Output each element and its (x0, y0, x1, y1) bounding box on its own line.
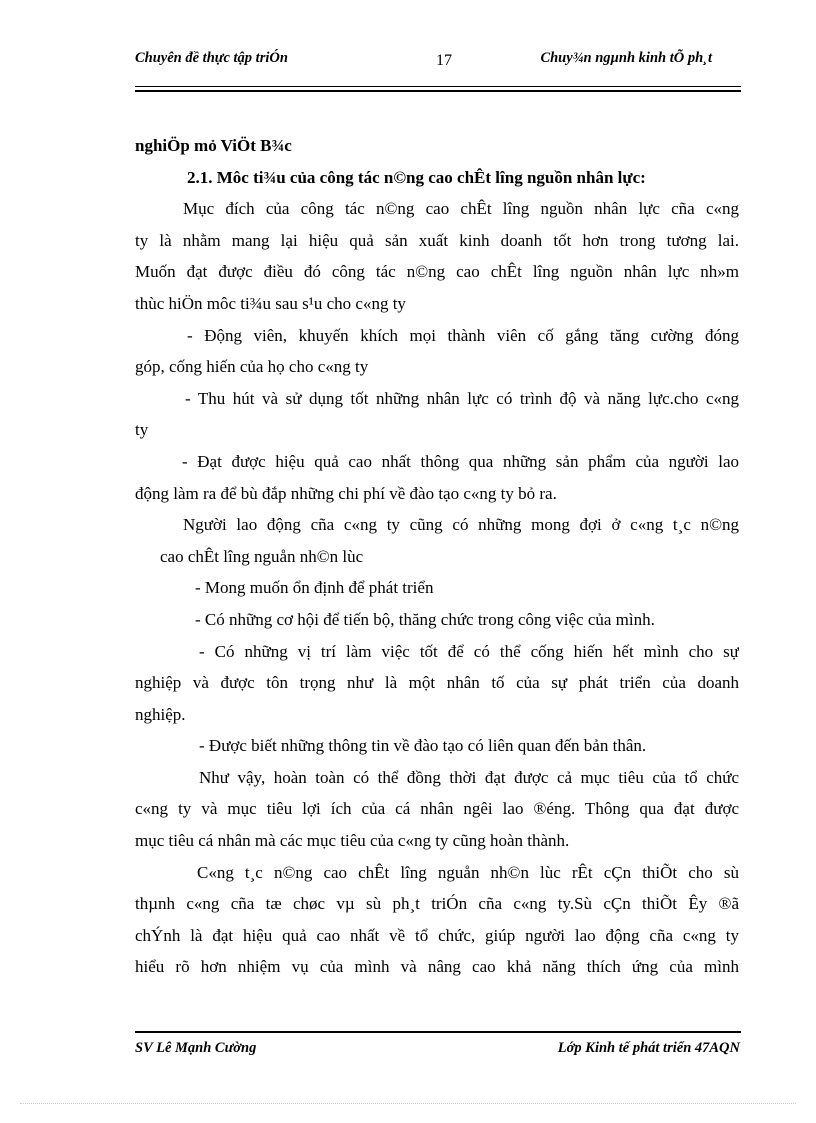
body-line: mục tiêu cá nhân mà các mục tiêu của c«ng ty cũng hoàn thành. (135, 831, 570, 851)
list-item: - Có những vị trí làm việc tốt để có thể cống hiến hết mình cho sự (199, 641, 739, 661)
body-line: động làm ra để bù đắp những chi phí về đào tạo c«ng ty bỏ ra. (135, 483, 557, 503)
header-rule-thick (135, 90, 741, 92)
body-line: nghiÖp mỏ ViÖt B¾c (135, 136, 292, 155)
body-line: C«ng t¸c n©ng cao chÊt lîng nguån nh©n lùc rÊt cÇn thiÕt cho sù (197, 862, 739, 882)
body-line: hiểu rõ hơn nhiệm vụ của mình và nâng cao khả năng thích ứng của mình (135, 957, 739, 977)
header-right: Chuy¾n ngµnh kinh tÕ ph¸t (540, 50, 712, 66)
body-line: thµnh c«ng cña tæ chøc vµ sù ph¸t triÓn cña c«ng ty.Sù cÇn thiÕt Êy ®ã (135, 894, 739, 914)
list-item: - Được biết những thông tin về đào tạo có liên quan đến bản thân. (199, 736, 647, 756)
body-line: nghiệp. (135, 704, 186, 724)
list-item: - Động viên, khuyến khích mọi thành viên cố gắng tăng cường đóng (187, 325, 739, 345)
list-item: - Có những cơ hội để tiến bộ, thăng chức trong công việc của mình. (195, 609, 655, 629)
page-number: 17 (436, 52, 452, 69)
body-line: c«ng ty và mục tiêu lợi ích của cá nhân ngêi lao ®éng. Thông qua đạt được (135, 799, 739, 819)
list-item: - Đạt được hiệu quả cao nhất thông qua những sản phẩm của người lao (182, 451, 739, 471)
section-heading: 2.1. Môc ti¾u của công tác n©ng cao chÊt lîng nguồn nhân lực: (187, 167, 646, 187)
body-line: góp, cống hiến của họ cho c«ng ty (135, 357, 369, 377)
body-line: thùc hiÖn môc ti¾u sau s¹u cho c«ng ty (135, 293, 406, 313)
body-line: Như vậy, hoàn toàn có thể đồng thời đạt được cả mục tiêu của tổ chức (199, 767, 739, 787)
body-line: cao chÊt lîng nguån nh©n lùc (160, 546, 364, 566)
list-item: - Thu hút và sử dụng tốt những nhân lực có trình độ và năng lực.cho c«ng (185, 388, 739, 408)
header-rule (135, 86, 741, 87)
page-edge-divider (20, 1103, 796, 1104)
body-line: nghiệp và được tôn trọng như là một nhân tố của sự phát triển của doanh (135, 673, 739, 693)
body-text (135, 130, 739, 983)
body-line: Mục đích của công tác n©ng cao chÊt lîng nguồn nhân lực cña c«ng (183, 199, 739, 219)
body-line: Muốn đạt được điều đó công tác n©ng cao chÊt lîng nguồn nhân lực nh»m (135, 262, 739, 282)
body-line: chÝnh là đạt hiệu quả cao nhất về tổ chức, giúp người lao động cña c«ng ty (135, 925, 739, 945)
body-line: Người lao động cña c«ng ty cũng có những mong đợi ở c«ng t¸c n©ng (183, 515, 739, 535)
footer-rule (135, 1031, 741, 1033)
footer-author: SV Lê Mạnh Cường (135, 1040, 257, 1056)
header-left: Chuyên đề thực tập triÓn (135, 50, 288, 66)
footer-class: Lớp Kinh tế phát triển 47AQN (557, 1040, 740, 1056)
body-line: ty (135, 420, 149, 440)
body-line: ty là nhằm mang lại hiệu quả sản xuất kinh doanh tốt hơn trong tương lai. (135, 230, 739, 250)
list-item: - Mong muốn ổn định để phát triển (195, 578, 434, 598)
